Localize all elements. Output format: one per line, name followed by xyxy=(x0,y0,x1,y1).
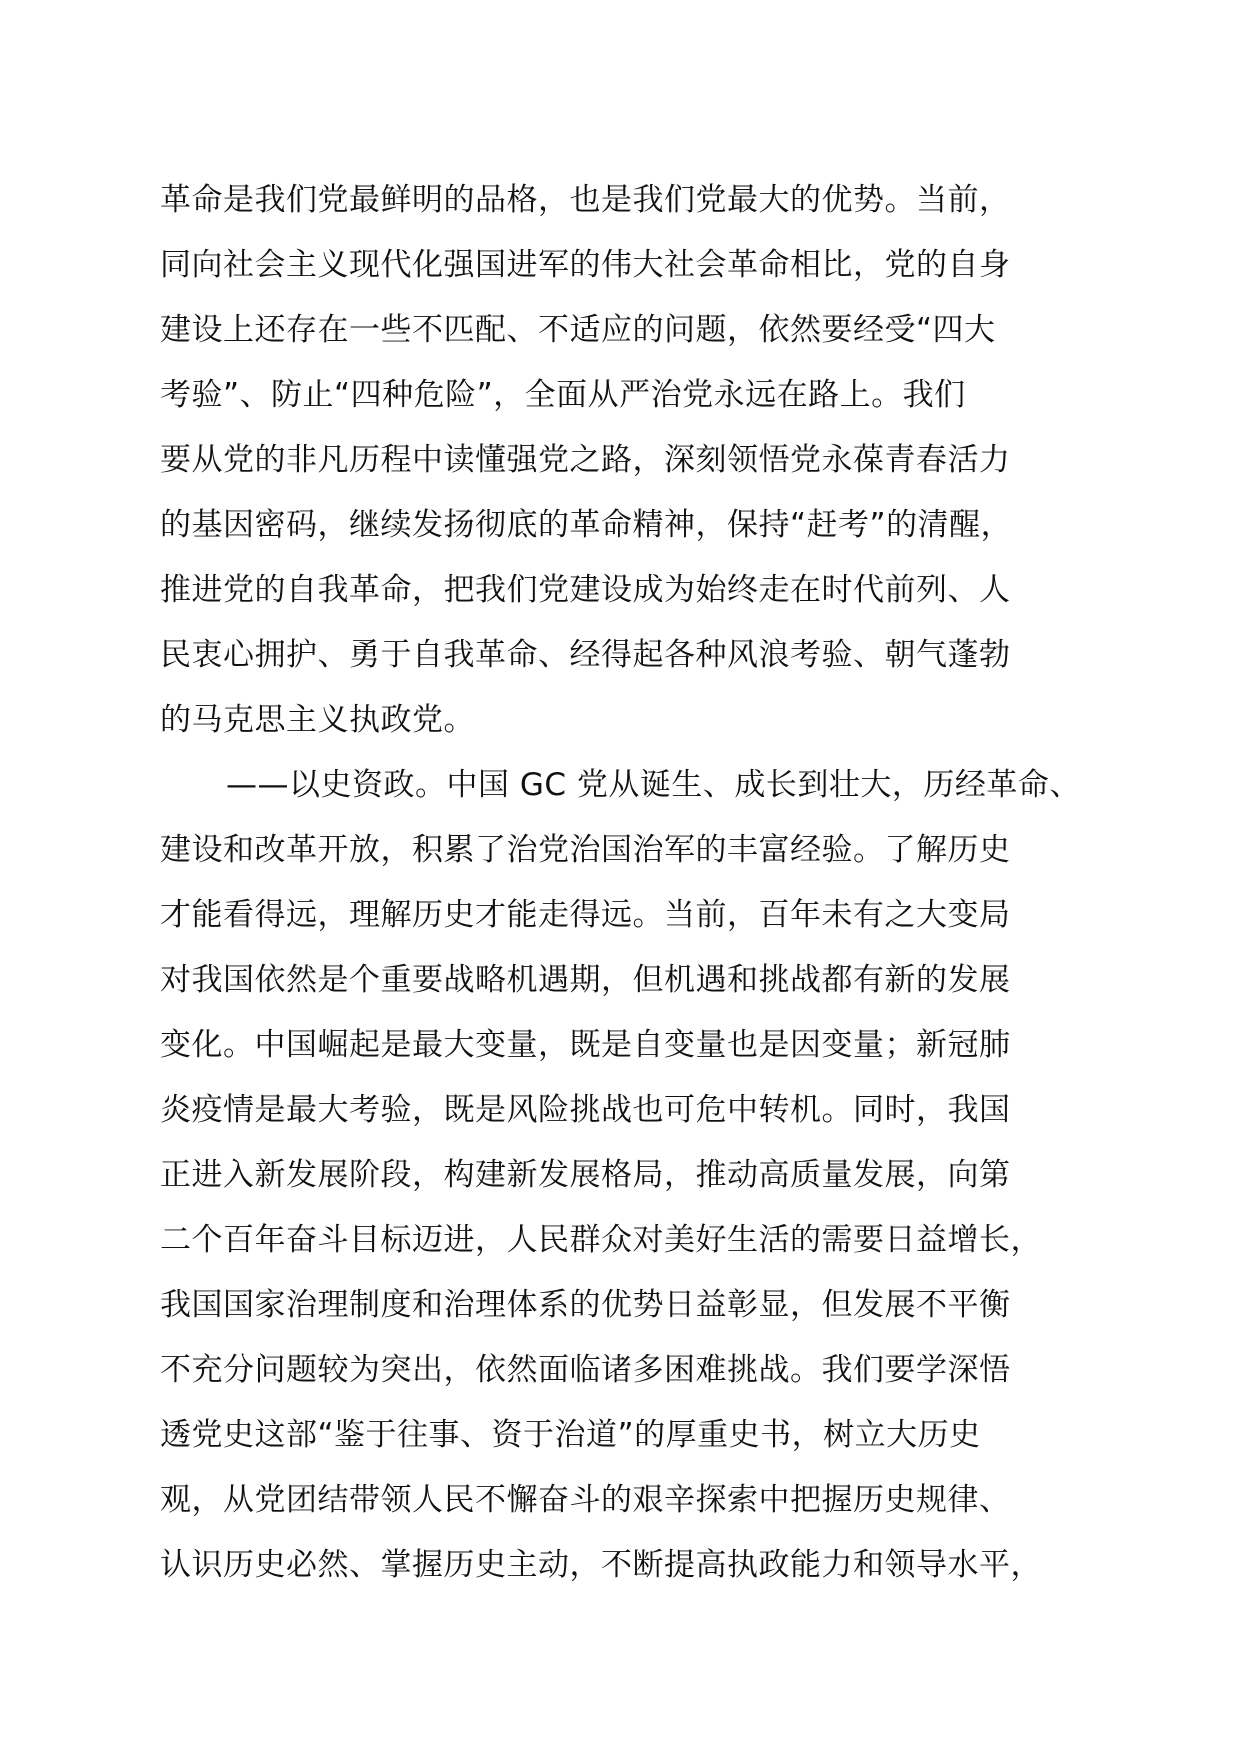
text-line: 对我国依然是个重要战略机遇期，但机遇和挑战都有新的发展 xyxy=(160,962,1011,998)
text-line: 民衷心拥护、勇于自我革命、经得起各种风浪考验、朝气蓬勃 xyxy=(160,637,1011,673)
body-text xyxy=(160,168,1120,1598)
text-line: 不充分问题较为突出，依然面临诸多困难挑战。我们要学深悟 xyxy=(160,1352,1011,1388)
text-line: 同向社会主义现代化强国进军的伟大社会革命相比，党的自身 xyxy=(160,247,1011,283)
paragraph-start-line: ——以史资政。中国 GC 党从诞生、成长到壮大，历经革命、 xyxy=(226,767,1081,803)
text-line: 革命是我们党最鲜明的品格，也是我们党最大的优势。当前， xyxy=(160,182,1011,218)
text-line: 我国国家治理制度和治理体系的优势日益彰显，但发展不平衡 xyxy=(160,1287,1011,1323)
text-line: 变化。中国崛起是最大变量，既是自变量也是因变量；新冠肺 xyxy=(160,1027,1011,1063)
text-line: 要从党的非凡历程中读懂强党之路，深刻领悟党永葆青春活力 xyxy=(160,442,1011,478)
text-line: 推进党的自我革命，把我们党建设成为始终走在时代前列、人 xyxy=(160,572,1011,608)
text-line: 考验”、防止“四种危险”，全面从严治党永远在路上。我们 xyxy=(160,377,966,413)
text-line: 认识历史必然、掌握历史主动，不断提高执政能力和领导水平， xyxy=(160,1547,1042,1583)
text-line: 炎疫情是最大考验，既是风险挑战也可危中转机。同时，我国 xyxy=(160,1092,1011,1128)
text-line: 二个百年奋斗目标迈进，人民群众对美好生活的需要日益增长， xyxy=(160,1222,1042,1258)
text-line: 的基因密码，继续发扬彻底的革命精神，保持“赶考”的清醒， xyxy=(160,507,1013,543)
text-line: 透党史这部“鉴于往事、资于治道”的厚重史书，树立大历史 xyxy=(160,1417,981,1453)
text-line: 的马克思主义执政党。 xyxy=(160,702,475,738)
text-line: 观，从党团结带领人民不懈奋斗的艰辛探索中把握历史规律、 xyxy=(160,1482,1011,1518)
text-line: 建设和改革开放，积累了治党治国治军的丰富经验。了解历史 xyxy=(160,832,1011,868)
text-line: 建设上还存在一些不匹配、不适应的问题，依然要经受“四大 xyxy=(160,312,996,348)
text-line: 才能看得远，理解历史才能走得远。当前，百年未有之大变局 xyxy=(160,897,1011,933)
text-line: 正进入新发展阶段，构建新发展格局，推动高质量发展，向第 xyxy=(160,1157,1011,1193)
